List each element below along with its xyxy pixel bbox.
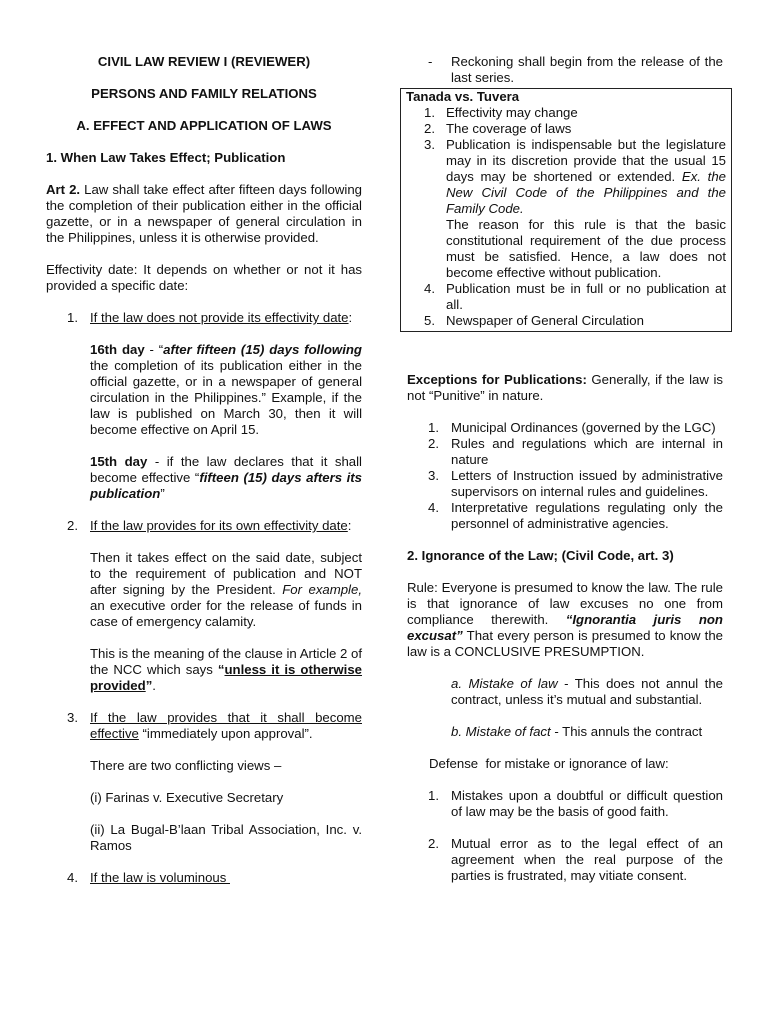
exceptions-paragraph xyxy=(407,372,723,404)
mistake-fact-text: - This annuls the contract xyxy=(550,724,703,739)
item3-rest: “immediately upon approval”. xyxy=(138,726,313,741)
list-number: 1. xyxy=(67,310,78,325)
effectivity-paragraph: Effectivity date: It depends on whether or not it has provided a specific date: xyxy=(46,262,362,293)
list-number: 3. xyxy=(428,468,439,483)
rule-paragraph xyxy=(407,580,723,660)
mistake-of-law xyxy=(407,676,723,708)
list-item-1 xyxy=(46,310,362,502)
sixteenth-day-emphasis: after fifteen (15) days following xyxy=(163,342,362,357)
document-title: CIVIL LAW REVIEW I (REVIEWER) xyxy=(97,54,311,69)
dash-bullet: - xyxy=(428,54,433,69)
sixteenth-day-pre: - “ xyxy=(144,342,164,357)
item2-p2-end: . xyxy=(152,678,156,693)
section-a-heading: A. EFFECT AND APPLICATION OF LAWS xyxy=(76,118,332,133)
list-number: 1. xyxy=(428,788,439,803)
document-subtitle: PERSONS AND FAMILY RELATIONS xyxy=(91,86,317,101)
list-item-2 xyxy=(46,518,362,694)
item2-p2-quote-open: “ xyxy=(217,662,225,677)
list-number: 3. xyxy=(67,710,78,725)
sixteenth-day-paragraph xyxy=(90,342,362,438)
exception-text: Municipal Ordinances (governed by the LGC) xyxy=(451,420,716,435)
art2-label: Art 2. xyxy=(46,182,81,197)
heading-when-law-takes-effect: 1. When Law Takes Effect; Publication xyxy=(46,150,286,165)
exception-text: Letters of Instruction issued by administrative supervisors on internal rules and guidelines. xyxy=(451,468,723,499)
sixteenth-day-label: 16th day xyxy=(90,342,145,357)
defense-text: Mistakes upon a doubtful or difficult question of law may be the basis of good faith. xyxy=(451,788,723,819)
art2-text: Law shall take effect after fifteen days following the completion of their publication either in the official gazette, or in a newspaper of general circulation in the Philippines, unless it is otherwise provided. xyxy=(46,182,362,245)
item2-paragraph-1 xyxy=(90,550,362,630)
item1-title: If the law does not provide its effectivity date xyxy=(90,310,349,325)
list-number: 2. xyxy=(67,518,78,533)
list-item xyxy=(407,836,723,884)
mistake-fact-label: b. Mistake of fact xyxy=(451,724,551,739)
box-item-text: Newspaper of General Circulation xyxy=(446,313,644,328)
left-column xyxy=(46,54,362,886)
view-2: (ii) La Bugal-B’laan Tribal Association, Inc. v. Ramos xyxy=(90,822,362,853)
rule-rest: That every person is presumed to know the law is a CONCLUSIVE PRESUMPTION. xyxy=(407,628,723,659)
item2-title: If the law provides for its own effectivity date xyxy=(90,518,348,533)
fifteenth-day-paragraph xyxy=(90,454,362,502)
list-number: 3. xyxy=(424,137,435,152)
view-1: (i) Farinas v. Executive Secretary xyxy=(90,790,284,805)
item2-p1-emphasis: For example, xyxy=(282,582,362,597)
box-item xyxy=(406,281,726,313)
box-item xyxy=(406,137,726,281)
art2-paragraph xyxy=(46,182,362,246)
item2-p1-text: Then it takes effect on the said date, subject to the requirement of publication and NOT after signing by the President. xyxy=(90,550,362,597)
exceptions-text: Generally, if the law is not “Punitive” in nature. xyxy=(407,372,723,403)
list-item xyxy=(407,788,723,820)
tanada-box xyxy=(400,88,732,332)
fifteenth-day-pre: - if the law declares that it shall become effective “ xyxy=(90,454,362,485)
item2-p2-clause: unless it is otherwise provided xyxy=(90,662,362,693)
reckoning-note xyxy=(407,54,723,86)
box-title: Tanada vs. Tuvera xyxy=(406,89,520,104)
list-number: 2. xyxy=(424,121,435,136)
item3-title: If the law provides that it shall become effective xyxy=(90,710,362,741)
exception-text: Interpretative regulations regulating only the personnel of administrative agencies. xyxy=(451,500,723,531)
box-reason: The reason for this rule is that the basic constitutional requirement of the due process must be satisfied. Hence, a law does not become effective without publication. xyxy=(446,217,726,280)
list-number: 2. xyxy=(428,436,439,451)
defense-text: Mutual error as to the legal effect of an agreement when the real purpose of the parties is frustrated, may vitiate consent. xyxy=(451,836,723,883)
list-item xyxy=(407,420,723,436)
fifteenth-day-label: 15th day xyxy=(90,454,148,469)
mistake-of-fact xyxy=(407,724,723,740)
item2-colon: : xyxy=(347,518,352,533)
list-number: 4. xyxy=(428,500,439,515)
box-item-example: Ex. the New Civil Code of the Philippines and the Family Code. xyxy=(446,169,726,216)
list-number: 1. xyxy=(424,105,435,120)
list-item xyxy=(407,500,723,532)
list-item-3 xyxy=(46,710,362,854)
conflicting-views: There are two conflicting views – xyxy=(90,758,282,773)
sixteenth-day-text: the completion of its publication either in the official gazette, or in a newspaper of general circulation in the Philippines.” Example, if the law is published on March 30, then it will become effective on April 15. xyxy=(90,358,362,437)
box-item-text: Publication must be in full or no publication at all. xyxy=(446,281,726,312)
item2-p1-rest: an executive order for the release of funds in case of emergency calamity. xyxy=(90,598,362,629)
list-item-4 xyxy=(46,870,362,886)
mistake-law-label: a. Mistake of law xyxy=(451,676,558,691)
fifteenth-day-emphasis: fifteen (15) days afters its publication xyxy=(90,470,362,501)
exception-text: Rules and regulations which are internal in nature xyxy=(451,436,723,467)
item4-title: If the law is voluminous xyxy=(90,870,230,885)
right-column xyxy=(406,54,726,884)
rule-maxim: “Ignorantia juris non excusat” xyxy=(407,612,723,643)
box-item-text: Effectivity may change xyxy=(446,105,578,120)
box-item xyxy=(406,105,726,121)
list-item xyxy=(407,436,723,468)
list-number: 5. xyxy=(424,313,435,328)
list-number: 2. xyxy=(428,836,439,851)
list-number: 4. xyxy=(67,870,78,885)
mistake-law-text: - This does not annul the contract, unless it’s mutual and substantial. xyxy=(451,676,724,707)
fifteenth-day-post: ” xyxy=(160,486,165,501)
reckoning-text: Reckoning shall begin from the release of the last series. xyxy=(451,54,723,85)
list-number: 4. xyxy=(424,281,435,296)
box-item xyxy=(406,313,726,329)
exceptions-label: Exceptions for Publications: xyxy=(407,372,587,387)
list-number: 1. xyxy=(428,420,439,435)
list-item xyxy=(407,468,723,500)
item2-p2-quote-close: ” xyxy=(145,678,153,693)
defense-heading: Defense for mistake or ignorance of law: xyxy=(429,756,669,771)
item1-colon: : xyxy=(348,310,353,325)
box-item-text: The coverage of laws xyxy=(446,121,572,136)
item2-paragraph-2 xyxy=(90,646,362,694)
box-item xyxy=(406,121,726,137)
box-item-text: Publication is indispensable but the legislature may in its discretion provide that the usual 15 days may be shortened or extended. xyxy=(446,137,726,184)
item2-p2-text: This is the meaning of the clause in Article 2 of the NCC which says xyxy=(90,646,362,677)
rule-text: Rule: Everyone is presumed to know the law. The rule is that ignorance of law excuses no one from compliance therewith. xyxy=(407,580,723,627)
heading-ignorance-of-law: 2. Ignorance of the Law; (Civil Code, art. 3) xyxy=(407,548,674,563)
